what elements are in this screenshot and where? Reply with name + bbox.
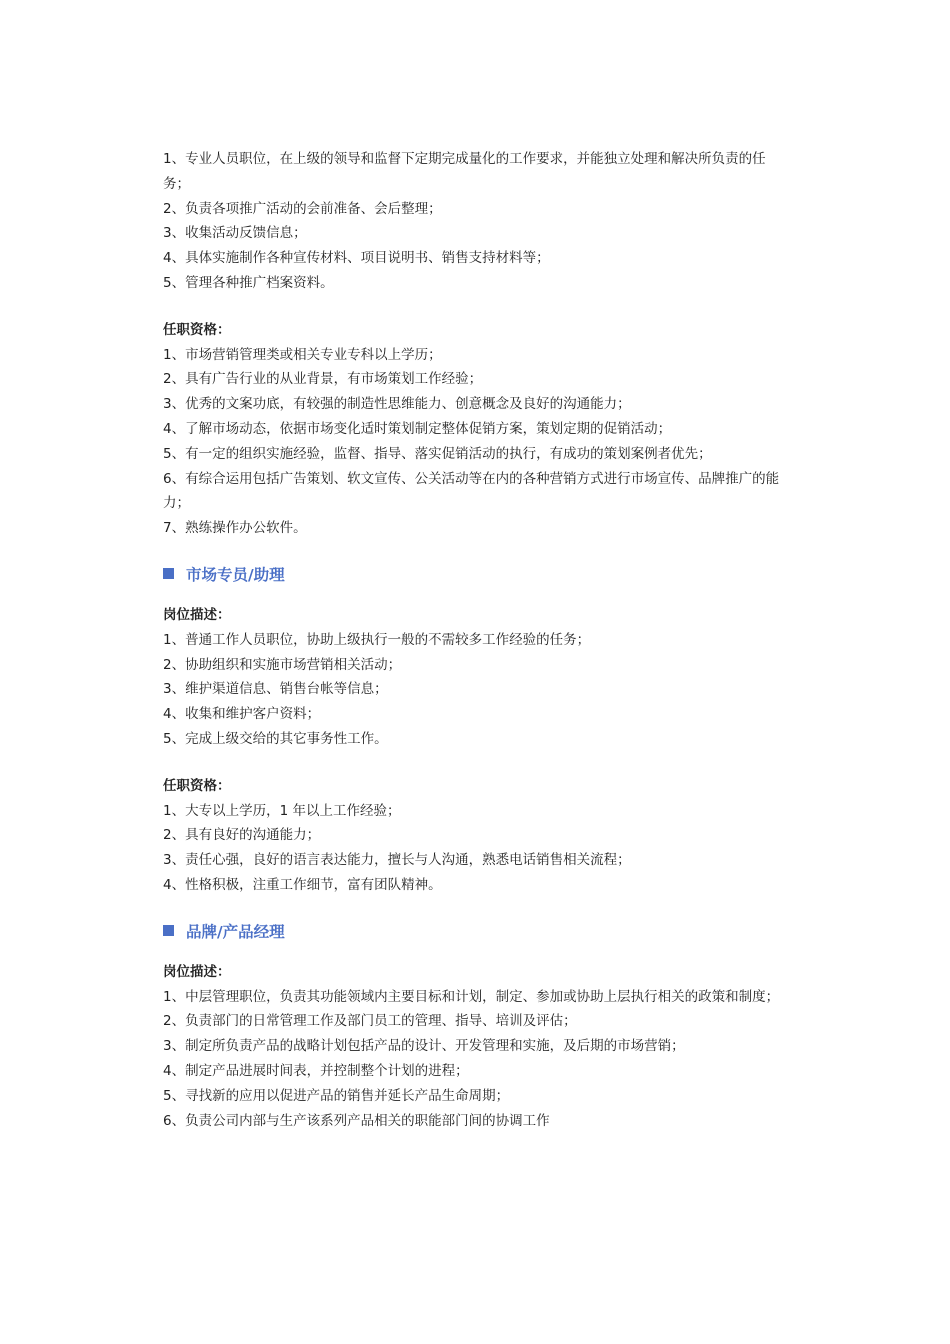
qualification-item: 1、大专以上学历，1 年以上工作经验；	[163, 802, 401, 819]
section-heading-text: 品牌/产品经理	[186, 922, 285, 941]
qualification-item: 1、市场营销管理类或相关专业专科以上学历；	[163, 346, 442, 363]
duty-item: 4、制定产品进展时间表，并控制整个计划的进程；	[163, 1062, 469, 1079]
duty-item: 3、维护渠道信息、销售台帐等信息；	[163, 681, 388, 698]
qualifications-list	[163, 343, 783, 541]
square-bullet-icon	[163, 925, 174, 936]
duties-list	[163, 985, 783, 1134]
qualification-item: 4、性格积极，注重工作细节，富有团队精神。	[163, 876, 442, 893]
qualification-item: 3、优秀的文案功底，有较强的制造性思维能力、创意概念及良好的沟通能力；	[163, 396, 631, 413]
duty-item: 1、专业人员职位，在上级的领导和监督下定期完成量化的工作要求，并能独立处理和解决所负责的任务；	[163, 151, 766, 192]
qualifications-list	[163, 799, 783, 898]
section-heading-text: 市场专员/助理	[186, 565, 285, 584]
qualification-item: 2、具有广告行业的从业背景，有市场策划工作经验；	[163, 371, 483, 388]
square-bullet-icon	[163, 568, 174, 579]
qualifications-label: 任职资格：	[163, 321, 231, 338]
duty-item: 2、负责各项推广活动的会前准备、会后整理；	[163, 200, 442, 217]
duty-item: 1、中层管理职位，负责其功能领域内主要目标和计划，制定、参加或协助上层执行相关的政策和制度；	[163, 988, 780, 1005]
duty-item: 4、具体实施制作各种宣传材料、项目说明书、销售支持材料等；	[163, 250, 550, 267]
duties-list	[163, 147, 783, 296]
section-heading	[163, 916, 783, 946]
qualification-item: 5、有一定的组织实施经验，监督、指导、落实促销活动的执行，有成功的策划案例者优先；	[163, 445, 712, 462]
duty-item: 2、协助组织和实施市场营销相关活动；	[163, 656, 402, 673]
section-marketing-planner	[163, 147, 783, 541]
duty-item: 6、负责公司内部与生产该系列产品相关的职能部门间的协调工作	[163, 1112, 550, 1129]
section-marketing-assistant	[163, 559, 783, 898]
duties-label: 岗位描述：	[163, 606, 231, 623]
duty-item: 5、管理各种推广档案资料。	[163, 274, 334, 291]
duty-item: 5、完成上级交给的其它事务性工作。	[163, 730, 388, 747]
qualification-item: 7、熟练操作办公软件。	[163, 520, 307, 537]
qualifications-label: 任职资格：	[163, 777, 231, 794]
qualification-item: 6、有综合运用包括广告策划、软文宣传、公关活动等在内的各种营销方式进行市场宣传、品牌推广的能力；	[163, 470, 780, 512]
duty-item: 4、收集和维护客户资料；	[163, 706, 321, 723]
duty-item: 5、寻找新的应用以促进产品的销售并延长产品生命周期；	[163, 1087, 510, 1104]
section-brand-product-manager	[163, 916, 783, 1134]
qualification-item: 4、了解市场动态，依据市场变化适时策划制定整体促销方案，策划定期的促销活动；	[163, 420, 672, 437]
section-heading	[163, 559, 783, 589]
duties-label: 岗位描述：	[163, 963, 231, 980]
document-page	[163, 147, 783, 1133]
qualification-item: 2、具有良好的沟通能力；	[163, 827, 321, 844]
duties-list	[163, 628, 783, 752]
duty-item: 3、制定所负责产品的战略计划包括产品的设计、开发管理和实施，及后期的市场营销；	[163, 1038, 685, 1055]
duty-item: 1、普通工作人员职位，协助上级执行一般的不需较多工作经验的任务；	[163, 631, 591, 648]
qualification-item: 3、责任心强，良好的语言表达能力，擅长与人沟通，熟悉电话销售相关流程；	[163, 852, 631, 869]
duty-item: 2、负责部门的日常管理工作及部门员工的管理、指导、培训及评估；	[163, 1013, 577, 1030]
duty-item: 3、收集活动反馈信息；	[163, 225, 307, 242]
